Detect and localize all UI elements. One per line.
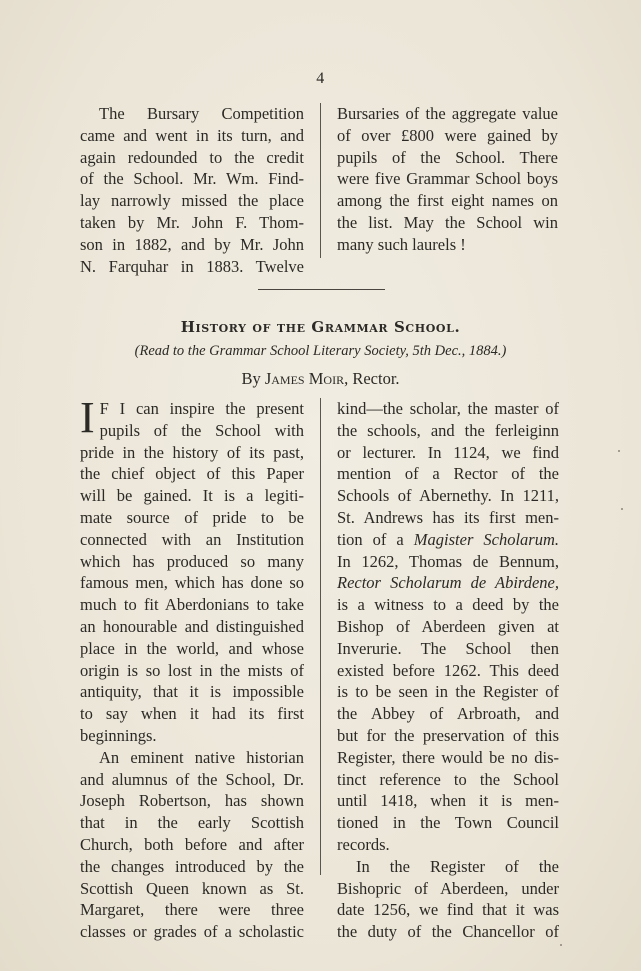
text-line: St. Andrews has its first men- bbox=[337, 507, 559, 527]
text-fragment: I can inspire the present bbox=[119, 399, 304, 418]
text-line bbox=[80, 398, 304, 420]
text-line: classes or grades of a scholastic bbox=[80, 922, 304, 942]
text-line: famous men, which has done so bbox=[80, 573, 304, 593]
text-line: beginnings. bbox=[80, 725, 157, 745]
text-line: origin is so lost in the mists of bbox=[80, 660, 304, 680]
text-line: Joseph Robertson, has shown bbox=[80, 791, 304, 811]
text-line: is a witness to a deed by the bbox=[337, 595, 559, 615]
text-line: place in the world, and whose bbox=[80, 638, 304, 658]
article-subtitle: (Read to the Grammar School Literary Society, 5th Dec., 1884.) bbox=[134, 343, 507, 359]
text-line: antiquity, that it is impossible bbox=[80, 682, 304, 702]
column-divider bbox=[320, 398, 321, 875]
text-line: the list. May the School win bbox=[337, 212, 558, 232]
column-divider bbox=[320, 103, 321, 258]
text-line: records. bbox=[337, 834, 390, 854]
text-line: Scottish Queen known as St. bbox=[80, 878, 304, 898]
text-line bbox=[337, 529, 559, 551]
text-line: of over £800 were gained by bbox=[337, 125, 558, 145]
text-line: date 1256, we find that it was bbox=[337, 900, 559, 920]
text-line: the changes introduced by the bbox=[80, 856, 304, 876]
text-line: the Abbey of Arbroath, and bbox=[337, 704, 559, 724]
text-line: mate source of pride to be bbox=[80, 507, 304, 527]
text-line: of the School. Mr. Wm. Find- bbox=[80, 169, 304, 189]
text-line: An eminent native historian bbox=[99, 747, 304, 767]
text-line: Bishop of Aberdeen given at bbox=[337, 616, 559, 636]
author-role: Rector. bbox=[352, 369, 400, 388]
text-line: The Bursary Competition bbox=[99, 104, 304, 123]
text-line: In 1262, Thomas de Bennum, bbox=[337, 551, 559, 571]
text-line bbox=[337, 572, 559, 594]
text-line: Church, both before and after bbox=[80, 834, 304, 854]
drop-cap: I bbox=[80, 393, 95, 442]
text-line: tioned in the Town Council bbox=[337, 813, 559, 833]
text-line: kind—the scholar, the master of bbox=[337, 399, 559, 418]
text-line: which has produced so many bbox=[80, 551, 304, 571]
text-line: N. Farquhar in 1883. Twelve bbox=[80, 256, 304, 276]
text-line: is to be seen in the Register of bbox=[337, 682, 559, 702]
paper-speck bbox=[560, 944, 562, 946]
text-line: lay narrowly missed the place bbox=[80, 191, 304, 211]
text-line: but for the preservation of this bbox=[337, 725, 559, 745]
text-line: In the Register of the bbox=[356, 856, 559, 876]
text-line: Bursaries of the aggregate value bbox=[337, 104, 558, 123]
text-line: the duty of the Chancellor of bbox=[337, 922, 559, 942]
text-line: pupils of the School. There bbox=[337, 147, 558, 167]
text-line: will be gained. It is a legiti- bbox=[80, 486, 304, 506]
rector-scholarum: Rector Scholarum de Abirdene, bbox=[337, 573, 559, 593]
byline bbox=[0, 369, 641, 389]
text-line: to say when it had its first bbox=[80, 704, 304, 724]
text-line: the schools, and the ferleiginn bbox=[337, 420, 559, 440]
page-number: 4 bbox=[316, 70, 325, 87]
text-line: connected with an Institution bbox=[80, 529, 304, 549]
text-line: Margaret, there were three bbox=[80, 900, 304, 920]
text-line: Inverurie. The School then bbox=[337, 638, 559, 658]
text-line: among the first eight names on bbox=[337, 191, 558, 211]
text-line: or lecturer. In 1124, we find bbox=[337, 442, 559, 462]
text-line: pride in the history of its past, bbox=[80, 442, 304, 462]
text-line: until 1418, when it is men- bbox=[337, 791, 559, 811]
author-name: James Moir, bbox=[264, 369, 349, 388]
paper-speck bbox=[621, 508, 623, 510]
text-fragment: tion of a bbox=[337, 529, 414, 549]
text-line: taken by Mr. John F. Thom- bbox=[80, 212, 304, 232]
bottom-left-column bbox=[80, 393, 304, 943]
text-line: Register, there would be no dis- bbox=[337, 747, 559, 767]
magister-scholarum: Magister Scholarum. bbox=[413, 529, 559, 549]
text-line: that in the early Scottish bbox=[80, 813, 304, 833]
paper-speck bbox=[618, 450, 620, 452]
bottom-right-column bbox=[337, 398, 559, 943]
text-line: mention of a Rector of the bbox=[337, 464, 559, 484]
byline-prefix: By bbox=[241, 369, 261, 388]
top-right-column bbox=[337, 103, 558, 256]
text-line: many such laurels ! bbox=[337, 234, 466, 254]
text-line: were five Grammar School boys bbox=[337, 169, 558, 189]
text-line: an honourable and distinguished bbox=[80, 616, 304, 636]
text-line: again redounded to the credit bbox=[80, 147, 304, 167]
text-line: and alumnus of the School, Dr. bbox=[80, 769, 304, 789]
text-line: Bishopric of Aberdeen, under bbox=[337, 878, 559, 898]
section-rule bbox=[258, 289, 385, 290]
top-left-column bbox=[80, 103, 304, 277]
text-line: tinct reference to the School bbox=[337, 769, 559, 789]
text-line: came and went in its turn, and bbox=[80, 125, 304, 145]
text-line: pupils of the School with bbox=[99, 420, 304, 440]
article-title: History of the Grammar School. bbox=[180, 318, 461, 336]
first-word-rest: F bbox=[99, 399, 109, 418]
text-line: much to fit Aberdonians to take bbox=[80, 595, 304, 615]
text-line: the chief object of this Paper bbox=[80, 464, 304, 484]
text-line: existed before 1262. This deed bbox=[337, 660, 559, 680]
text-line: son in 1882, and by Mr. John bbox=[80, 234, 304, 254]
text-line: Schools of Abernethy. In 1211, bbox=[337, 486, 559, 506]
